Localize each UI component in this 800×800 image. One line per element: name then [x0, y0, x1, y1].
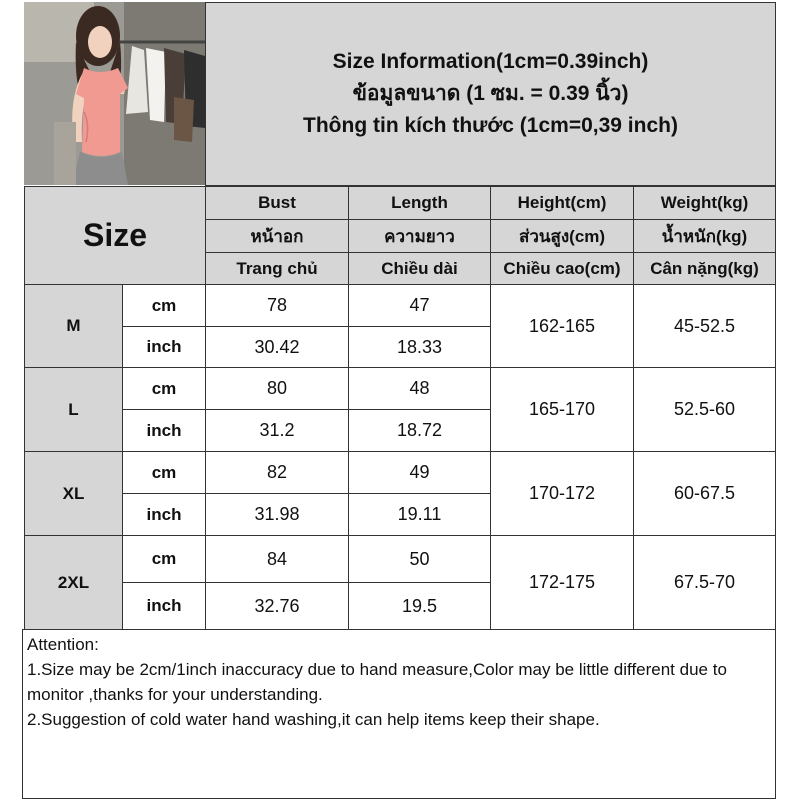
unit-cm: cm: [122, 284, 206, 327]
header-weight-vi: Cân nặng(kg): [633, 252, 776, 285]
header-height-th: ส่วนสูง(cm): [490, 219, 634, 253]
title-box: [205, 2, 776, 186]
size-label-l: L: [24, 367, 123, 452]
unit-inch: inch: [122, 409, 206, 452]
header-length-en: Length: [348, 186, 491, 220]
bust-inch-l: 31.2: [205, 409, 349, 452]
header-weight-en: Weight(kg): [633, 186, 776, 220]
bust-inch-m: 30.42: [205, 326, 349, 368]
weight-xl: 60-67.5: [633, 451, 776, 536]
header-bust-th: หน้าอก: [205, 219, 349, 253]
unit-cm: cm: [122, 367, 206, 410]
header-length-th: ความยาว: [348, 219, 491, 253]
notes-heading: Attention:: [27, 635, 99, 654]
length-cm-xl: 49: [348, 451, 491, 494]
unit-inch: inch: [122, 326, 206, 368]
unit-inch: inch: [122, 493, 206, 536]
unit-cm: cm: [122, 535, 206, 583]
size-label-m: M: [24, 284, 123, 368]
header-height-en: Height(cm): [490, 186, 634, 220]
bust-cm-l: 80: [205, 367, 349, 410]
length-inch-2xl: 19.5: [348, 582, 491, 630]
bust-inch-xl: 31.98: [205, 493, 349, 536]
model-photo-illustration: [24, 2, 205, 185]
bust-cm-m: 78: [205, 284, 349, 327]
height-2xl: 172-175: [490, 535, 634, 630]
bust-cm-xl: 82: [205, 451, 349, 494]
height-l: 165-170: [490, 367, 634, 452]
header-bust-vi: Trang chủ: [205, 252, 349, 285]
header-weight-th: น้ำหนัก(kg): [633, 219, 776, 253]
header-bust-en: Bust: [205, 186, 349, 220]
notes-line-2: 2.Suggestion of cold water hand washing,it can help items keep their shape.: [27, 710, 600, 729]
title-english: Size Information(1cm=0.39inch): [332, 50, 649, 73]
length-inch-m: 18.33: [348, 326, 491, 368]
title-thai: ข้อมูลขนาด (1 ซม. = 0.39 นิ้ว): [352, 82, 629, 105]
height-xl: 170-172: [490, 451, 634, 536]
length-cm-m: 47: [348, 284, 491, 327]
weight-m: 45-52.5: [633, 284, 776, 368]
length-inch-xl: 19.11: [348, 493, 491, 536]
weight-l: 52.5-60: [633, 367, 776, 452]
attention-notes: [22, 629, 776, 799]
product-photo: [24, 2, 205, 185]
header-length-vi: Chiều dài: [348, 252, 491, 285]
length-inch-l: 18.72: [348, 409, 491, 452]
weight-2xl: 67.5-70: [633, 535, 776, 630]
height-m: 162-165: [490, 284, 634, 368]
length-cm-2xl: 50: [348, 535, 491, 583]
header-height-vi: Chiều cao(cm): [490, 252, 634, 285]
unit-cm: cm: [122, 451, 206, 494]
notes-line-1: 1.Size may be 2cm/1inch inaccuracy due to hand measure,Color may be little different due to monitor ,thanks for your understanding.: [27, 660, 727, 704]
length-cm-l: 48: [348, 367, 491, 410]
size-header: Size: [24, 186, 206, 285]
title-vietnamese: Thông tin kích thước (1cm=0,39 inch): [303, 114, 678, 137]
unit-inch: inch: [122, 582, 206, 630]
size-label-2xl: 2XL: [24, 535, 123, 630]
bust-inch-2xl: 32.76: [205, 582, 349, 630]
bust-cm-2xl: 84: [205, 535, 349, 583]
size-label-xl: XL: [24, 451, 123, 536]
